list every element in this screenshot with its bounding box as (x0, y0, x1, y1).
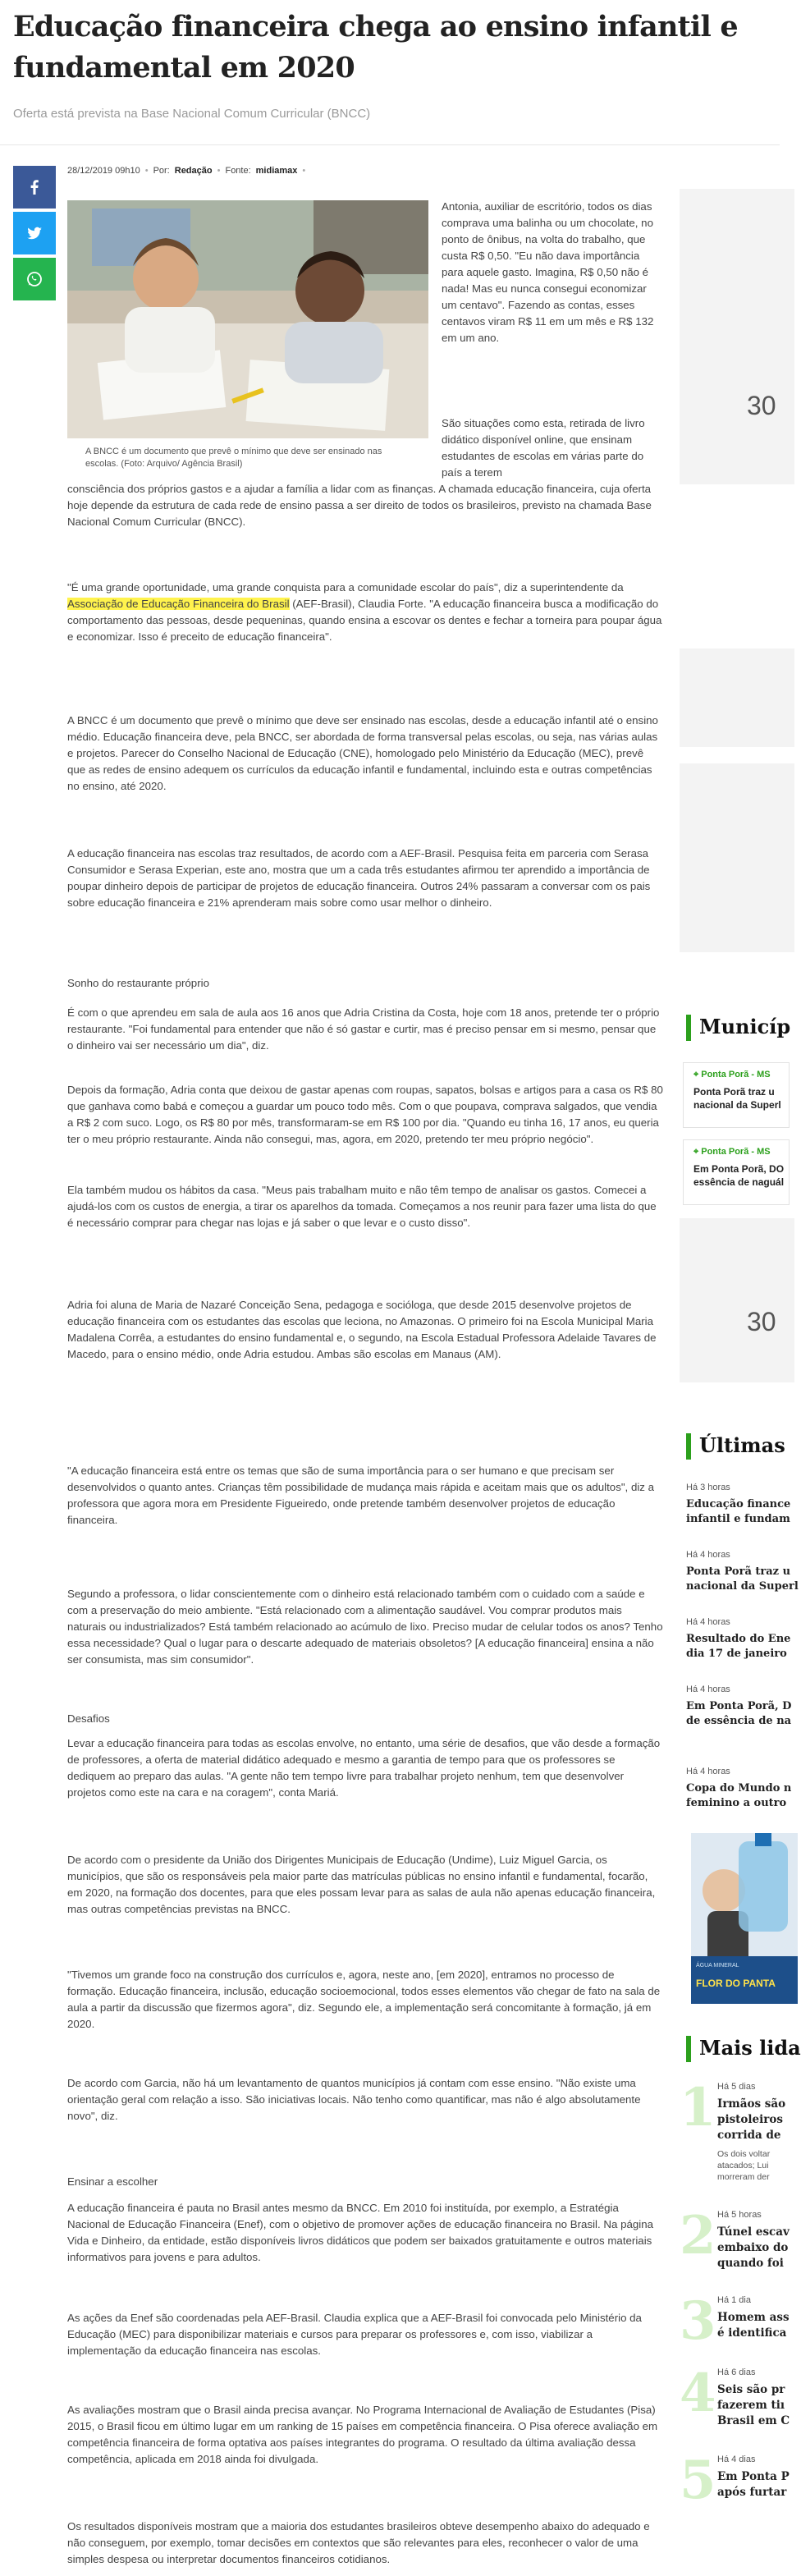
ultimas-title (686, 1632, 793, 1662)
title-line: embaixo do (717, 2241, 789, 2254)
ultimas-item[interactable] (686, 1684, 793, 1729)
title-line: Em Ponta Porã, DO (693, 1163, 785, 1175)
article-paragraph: Levar a educação financeira para todas as escolas envolve, no entanto, uma série de desafios, que vão desde a formação de professores, a oferta de material didático adequado e mesmo a garantia de tempo para que os professores se dediquem ao preparo das aulas. "A gente não tem tempo livre para trabalhar projeto nenhum, tem que desenvolver projetos como este na cara e na coragem", conta Mariá. (67, 1737, 661, 1799)
mais-lidas-heading (686, 2036, 801, 2060)
ultimas-title (686, 1699, 793, 1729)
sidebar-ad-slot[interactable] (680, 189, 794, 484)
sidebar-ad-slot[interactable] (680, 763, 794, 952)
mais-lidas-title (717, 2310, 799, 2341)
article-paragraph: "A educação financeira está entre os temas que são de suma importância para o ser humano e que precisam ser desenvolvidos o quanto antes. Crianças têm possibilidade de mudança mais rápida e aceitam mais que os adultos", diz a professora que agora mora em Presidente Figueiredo, onde pretende também desenvolver projetos de educação financeira. (67, 1464, 655, 1526)
municipios-heading-text: Municíp (699, 1015, 791, 1038)
ad-brand: FLOR DO PANTA (696, 1978, 776, 1989)
title-line: nacional da Superl (686, 1580, 799, 1593)
ultimas-title (686, 1565, 799, 1594)
meta-separator: • (144, 166, 149, 176)
classroom-photo (67, 200, 428, 438)
mais-lidas-body (717, 2295, 799, 2341)
article-paragraph: A educação financeira é pauta no Brasil antes mesmo da BNCC. Em 2010 foi instituída, por exemplo, a Estratégia Nacional de Educação Financeira (Enef), com o objetivo de promover ações de educação financeira no Brasil. Na página Vida e Dinheiro, da entidade, estão disponíveis livros didáticos que podem ser baixados gratuitamente e outros materiais informativos para jovens e para adultos. (67, 2202, 654, 2263)
rank-number: 1 (680, 2077, 716, 2138)
article-paragraph: São situações como esta, retirada de livro didático disponível online, que ensinam estudantes de escolas em várias parte do país a terem (442, 417, 645, 479)
ultimas-time: Há 4 horas (686, 1550, 730, 1560)
share-whatsapp-button[interactable] (13, 258, 56, 300)
mais-lidas-desc (717, 2148, 799, 2183)
ultimas-heading-text: Últimas (699, 1433, 785, 1457)
mais-lidas-time: Há 1 dia (717, 2295, 751, 2305)
municipio-card[interactable] (683, 1062, 790, 1128)
header-divider (0, 144, 780, 145)
twitter-icon (25, 223, 44, 243)
municipio-card[interactable] (683, 1139, 790, 1205)
title-line: essência de naguál (693, 1176, 785, 1188)
article-paragraph: De acordo com o presidente da União dos Dirigentes Municipais de Educação (Undime), Luiz Miguel Garcia, os municípios, que são os responsáveis pela maior parte das matrículas públicas no ensino infantil e fundamental, focarão, em 2020, na formação dos docentes, para que eles possam levar para as salas de aula não apenas educação financeira, mas outras competências previstas na BNCC. (67, 1854, 656, 1915)
ultimas-title (686, 1781, 793, 1811)
meta-separator: • (302, 166, 306, 176)
section-heading-text: Desafios (67, 1712, 110, 1725)
mais-lidas-body (717, 2082, 799, 2183)
sidebar-ad-slot[interactable] (680, 1218, 794, 1382)
ad-counter: 30 (747, 1307, 776, 1336)
highlighted-link[interactable]: Associação de Educação Financeira do Brasil (67, 598, 290, 610)
mais-lidas-body (717, 2210, 799, 2271)
municipio-title (693, 1162, 784, 1189)
article-paragraph: A BNCC é um documento que prevê o mínimo que deve ser ensinado nas escolas, desde a educação infantil até o ensino médio. Educação financeira deve, pela BNCC, ser abordada de forma transversal pelas escolas, ou seja, nas várias aulas e projetos. Parecer do Conselho Nacional de Educação (CNE), homologado pelo Ministério da Educação (MEC), prevê que as redes de ensino adequem os currículos da educação infantil e fundamental, incluindo esta e outras competências no ensino, até 2020. (67, 714, 658, 792)
author-prefix: Por: (153, 166, 170, 176)
article-date: 28/12/2019 09h10 (67, 166, 140, 176)
title-line: pistoleiros (717, 2113, 783, 2126)
mais-lidas-time: Há 5 horas (717, 2210, 762, 2220)
title-line: Ponta Porã traz u (686, 1565, 791, 1578)
article-paragraph: Segundo a professora, o lidar conscientemente com o dinheiro está relacionado também com o cuidado com a saúde e com a preservação do meio ambiente. "Está relacionado com a alimentação saudável. Vou comprar produtos mais naturais ou industrializados? Está também relacionado ao acúmulo de lixo. Preciso mudar de celular todos os anos? Tenho essa necessidade? Qual o lugar para o descarte adequado de materiais obsoletos? [A educação financeira] ensina a não ser consumista, mas sim consumidor". (67, 1588, 663, 1666)
facebook-icon (25, 177, 44, 197)
section-heading (67, 975, 663, 992)
municipio-category: ⌖ Ponta Porã - MS (693, 1070, 771, 1079)
title-line: de essência de na (686, 1715, 792, 1727)
ultimas-time: Há 3 horas (686, 1483, 730, 1492)
mais-lidas-time: Há 6 dias (717, 2367, 756, 2377)
section-heading (67, 2174, 663, 2190)
title-line: Ponta Porã traz u (693, 1086, 775, 1098)
mais-lidas-item[interactable] (680, 2077, 794, 2189)
rank-number: 4 (680, 2363, 716, 2424)
mais-lidas-title (717, 2097, 799, 2143)
title-line: dia 17 de janeiro (686, 1648, 787, 1660)
article-paragraph: É com o que aprendeu em sala de aula aos 16 anos que Adria Cristina da Costa, hoje com 18 anos, pretende ter o próprio restaurante. "Foi fundamental para entender que não é só gastar e curtir, mas é preciso pensar em si mesmo, pensar que o dinheiro vai ser necessário um dia", diz. (67, 1006, 660, 1052)
article-paragraph: As avaliações mostram que o Brasil ainda precisa avançar. No Programa Internacional de Avaliação de Estudantes (Pisa) 2015, o Brasil ficou em último lugar em um ranking de 15 países em competência financeira. O Pisa oferece avaliação em competência financeira de forma optativa aos países integrantes do programa. O resultado da última avaliação dessa competência, aplicada em 2018 ainda foi divulgada. (67, 2404, 658, 2465)
mais-lidas-time: Há 4 dias (717, 2455, 756, 2464)
rank-number: 5 (680, 2450, 716, 2511)
mais-lidas-title (717, 2469, 799, 2500)
ultimas-item[interactable] (686, 1550, 799, 1594)
title-line: após furtar (717, 2486, 787, 2499)
article-paragraph: consciência dos próprios gastos e a ajudar a família a lidar com as finanças. A chamada educação financeira, cuja oferta hoje depende da estrutura de cada rede de ensino passa a ser direito de todos os brasileiros, previsto na chamada Base Nacional Comum Curricular (BNCC). (67, 483, 652, 528)
sidebar-banner-ad[interactable] (691, 1833, 798, 2004)
mais-lidas-title (717, 2225, 799, 2271)
ultimas-time: Há 4 horas (686, 1767, 730, 1776)
article-paragraph: "Tivemos um grande foco na construção dos currículos e, agora, neste ano, [em 2020], entramos no processo de formação. Educação financeira, inclusão, educação socioemocional, todos esses elementos vão chegar de fato na sala de aula a partir da discussão que fizermos agora", diz. Segundo ele, a implementação será concomitante à formação, já em 2020. (67, 1969, 661, 2030)
mais-lidas-body (717, 2455, 799, 2500)
title-line: Resultado do Ene (686, 1633, 791, 1645)
mais-lidas-item[interactable] (680, 2363, 794, 2441)
article-paragraph: De acordo com Garcia, não há um levantamento de quantos municípios já contam com esse ensino. "Não existe uma orientação geral com relação a isso. São iniciativas locais. Não tenho como quantificar, mas não é algo absolutamente novo", diz. (67, 2077, 641, 2122)
mais-lidas-item[interactable] (680, 2205, 794, 2292)
mais-lidas-title (717, 2382, 799, 2429)
title-line: Seis são pr (717, 2383, 785, 2396)
title-line: é identifica (717, 2326, 787, 2340)
mais-lidas-heading-text: Mais lida (699, 2036, 801, 2060)
title-line: corrida de (717, 2129, 781, 2142)
photo-caption: A BNCC é um documento que prevê o mínimo que deve ser ensinado nas escolas. (Foto: Arquivo/ Agência Brasil) (85, 447, 382, 469)
sidebar-ad-slot[interactable] (680, 649, 794, 747)
mais-lidas-time: Há 5 dias (717, 2082, 756, 2092)
article-title: Educação financeira chega ao ensino infantil e fundamental em 2020 (13, 10, 738, 85)
title-line: fazerem tiı (717, 2399, 785, 2412)
article-paragraph: A educação financeira nas escolas traz resultados, de acordo com a AEF-Brasil. Pesquisa feita em parceria com Serasa Consumidor e Serasa Experian, este ano, mostra que um a cada três estudantes afirmou ter aprendido a importância de poupar dinheiro depois de participar de projetos de educação financeira. Outros 24% passaram a conversar com os pais sobre educação financeira e 21% aprenderam mais sobre como usar melhor o dinheiro. (67, 847, 651, 909)
ultimas-time: Há 4 horas (686, 1684, 730, 1694)
share-facebook-button[interactable] (13, 166, 56, 209)
desc-line: Os dois voltar (717, 2149, 771, 2159)
title-line: infantil e fundam (686, 1513, 790, 1525)
title-line: quando foi (717, 2257, 784, 2270)
mais-lidas-body (717, 2367, 799, 2429)
title-line: Educação finance (686, 1498, 791, 1510)
whatsapp-icon (25, 269, 44, 289)
article-source: midiamax (255, 166, 298, 176)
title-line: Copa do Mundo n (686, 1782, 792, 1794)
paragraph-text: (AEF-Brasil), Claudia Forte. "A educação financeira busca a modificação do comportamento das pessoas, desde pequeninas, quando ensina a escovar os dentes e fechar a torneira para poupar água e economizar. Isso é preceito de educação financeira". (67, 598, 662, 643)
title-line: Em Ponta P (717, 2470, 790, 2483)
title-line: nacional da Superl (693, 1099, 781, 1111)
ultimas-title (686, 1497, 793, 1527)
title-line: Brasil em C (717, 2414, 790, 2427)
desc-line: morreram der (717, 2172, 770, 2182)
article-paragraph: Antonia, auxiliar de escritório, todos os dias comprava uma balinha ou um chocolate, no ponto de ônibus, na volta do trabalho, que custa R$ 0,50. "Eu não dava importância para aquele gasto. Imagina, R$ 0,50 não é nada! Mas eu nunca consegui economizar um centavo". Fazendo as contas, esses centavos viram R$ 11 em um mês e R$ 132 em um ano. (442, 200, 654, 344)
article-subtitle: Oferta está prevista na Base Nacional Comum Curricular (BNCC) (13, 107, 371, 121)
title-line: Túnel escav (717, 2225, 790, 2239)
rank-number: 3 (680, 2290, 716, 2352)
title-line: feminino a outro (686, 1797, 787, 1809)
municipio-title (693, 1085, 784, 1112)
municipio-category: ⌖ Ponta Porã - MS (693, 1147, 771, 1157)
meta-separator: • (217, 166, 221, 176)
ultimas-heading (686, 1433, 785, 1457)
section-heading (67, 1711, 663, 1727)
article-paragraph: Ela também mudou os hábitos da casa. "Meus pais trabalham muito e não têm tempo de analisar os gastos. Comecei a ajudá-los com os custos de energia, a tirar os aparelhos da tomada. Começamos a nos reunir para fazer uma lista do que é necessário comprar para chegar nas lojas e já saber o que levar e o custo disso". (67, 1184, 657, 1229)
ultimas-item[interactable] (686, 1767, 793, 1811)
article-author[interactable]: Redação (174, 166, 213, 176)
article-paragraph: Adria foi aluna de Maria de Nazaré Conceição Sena, pedagoga e socióloga, que desde 2015 desenvolve projetos de educação financeira com os estudantes das escolas que leciona, no Amazonas. O primeiro foi na Escola Municipal Maria Madalena Corrêa, a estudantes do ensino fundamental e, o segundo, na Escola Estadual Professora Adelaide Tavares de Macedo, para o ensino médio, onde Adria estudou. Ambas são escolas em Manaus (AM). (67, 1299, 657, 1360)
article-meta (67, 166, 305, 176)
mais-lidas-item[interactable] (680, 2450, 794, 2512)
municipio-category-text: Ponta Porã - MS (701, 1070, 771, 1079)
paragraph-text: "É uma grande oportunidade, uma grande conquista para a comunidade escolar do país", diz a superintendente da (67, 581, 624, 594)
article-photo (67, 200, 428, 438)
section-heading-text: Sonho do restaurante próprio (67, 977, 209, 989)
ultimas-time: Há 4 horas (686, 1617, 730, 1627)
rank-number: 2 (680, 2205, 716, 2267)
share-twitter-button[interactable] (13, 212, 56, 254)
title-line: Irmãos são (717, 2097, 786, 2111)
desc-line: atacados; Lui (717, 2161, 769, 2170)
article-paragraph: Os resultados disponíveis mostram que a maioria dos estudantes brasileiros obteve desempenho abaixo do adequado e não conseguem, por exemplo, tomar decisões em contextos que são relevantes para eles, reconhecer o valor de uma simples despesa ou interpretar documentos financeiros cotidianos. (67, 2520, 650, 2565)
article-paragraph (67, 580, 663, 645)
ad-label: ÁGUA MINERAL (696, 1963, 739, 1969)
title-line: Em Ponta Porã, D (686, 1700, 792, 1712)
ad-counter: 30 (747, 391, 776, 420)
ultimas-item[interactable] (686, 1483, 793, 1527)
ultimas-item[interactable] (686, 1617, 793, 1662)
source-prefix: Fonte: (225, 166, 251, 176)
municipio-category-text: Ponta Porã - MS (701, 1147, 771, 1157)
article-paragraph: Depois da formação, Adria conta que deixou de gastar apenas com roupas, sapatos, bolsas e artigos para a casa os R$ 80 que ganhava como babá e começou a guardar um pouco todo mês. Com o que poupava, comprava salgados, que vendia a R$ 2 com suco. Logo, os R$ 80 por mês, transformaram-se em R$ 100 por dia. "Quando eu tinha 16, 17 anos, eu queria ter o meu próprio restaurante. Ainda não consegui, mas, agora, em 2020, pretendo ter meu próprio negócio". (67, 1084, 663, 1145)
municipios-heading (686, 1015, 790, 1038)
article-paragraph: As ações da Enef são coordenadas pela AEF-Brasil. Claudia explica que a AEF-Brasil foi convocada pelo Ministério da Educação (MEC) para disponibilizar materiais e cursos para preparar os professores e, com isso, viabilizar a implementação da educação financeira nas escolas. (67, 2312, 642, 2357)
mais-lidas-item[interactable] (680, 2290, 794, 2353)
title-line: Homem ass (717, 2311, 790, 2324)
section-heading-text: Ensinar a escolher (67, 2175, 158, 2188)
